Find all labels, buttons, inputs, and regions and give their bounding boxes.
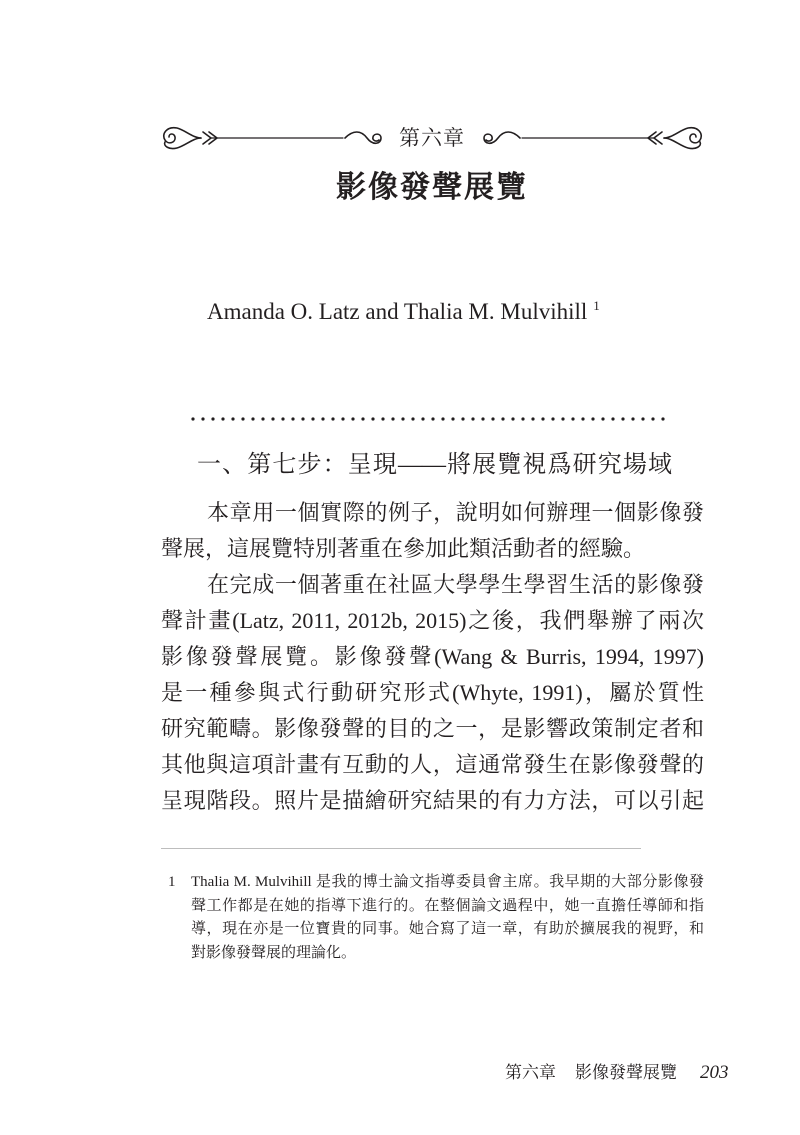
scroll-left-top <box>164 128 201 143</box>
page-number: 203 <box>700 1062 729 1083</box>
paragraph-2-line-2: 聲計畫(Latz, 2011, 2012b, 2015)之後，我們舉辦了兩次 <box>161 608 704 633</box>
authors-line <box>207 298 637 326</box>
curl-right <box>484 132 520 143</box>
footnote-line-1: Thalia M. Mulvihill 是我的博士論文指導委員會主席。我早期的大部分影像發 <box>191 874 704 890</box>
paragraph-1-line-2: 聲展，這展覽特別著重在參加此類活動者的經驗。 <box>161 536 646 561</box>
footnote-line-4: 對影像發聲展的理論化。 <box>191 944 357 961</box>
footer-title: 影像發聲展覽 <box>575 1063 677 1082</box>
footnote-divider <box>161 848 641 849</box>
footnote-line-2: 聲工作都是在她的指導下進行的。在整個論文過程中，她一直擔任導師和指 <box>191 897 704 914</box>
author-footnote-ref: 1 <box>593 298 600 313</box>
chevron-right-1 <box>654 132 662 144</box>
paragraph-2-line-3: 影像發聲展覽。影像發聲(Wang & Burris, 1994, 1997) <box>161 644 704 669</box>
footnote-line-3: 導，現在亦是一位寶貴的同事。她合寫了這一章，有助於擴展我的視野，和 <box>191 921 704 937</box>
paragraph-1-line-1: 本章用一個實際的例子，說明如何辦理一個影像發 <box>207 500 704 525</box>
footnote-number: 1 <box>168 874 176 890</box>
paragraph-2-line-7: 呈現階段。照片是描繪研究結果的有力方法，可以引起 <box>161 788 704 813</box>
paragraph-2-line-1: 在完成一個著重在社區大學學生學習生活的影像發 <box>207 572 704 597</box>
chapter-label: 第六章 <box>399 126 465 150</box>
dotted-divider <box>190 414 676 424</box>
paragraph-2-line-6: 其他與這項計畫有互動的人，這通常發生在影像發聲的 <box>161 752 704 777</box>
chevron-left-1 <box>203 132 211 144</box>
paragraph-2-line-5: 研究範疇。影像發聲的目的之一，是影響政策制定者和 <box>161 716 704 741</box>
scroll-right-top <box>664 128 701 143</box>
author-names: Amanda O. Latz and Thalia M. Mulvihill <box>207 299 588 324</box>
paragraph-2-line-4: 是一種參與式行動研究形式(Whyte, 1991)，屬於質性 <box>161 680 704 705</box>
ornament-left <box>164 128 381 149</box>
chapter-title: 影像發聲展覽 <box>336 171 528 204</box>
footer-chapter: 第六章 <box>505 1063 556 1082</box>
ornament-right <box>484 128 701 149</box>
section-heading: 一、第七步：呈現——將展覽視爲研究場域 <box>197 452 672 478</box>
curl-left <box>345 132 381 143</box>
